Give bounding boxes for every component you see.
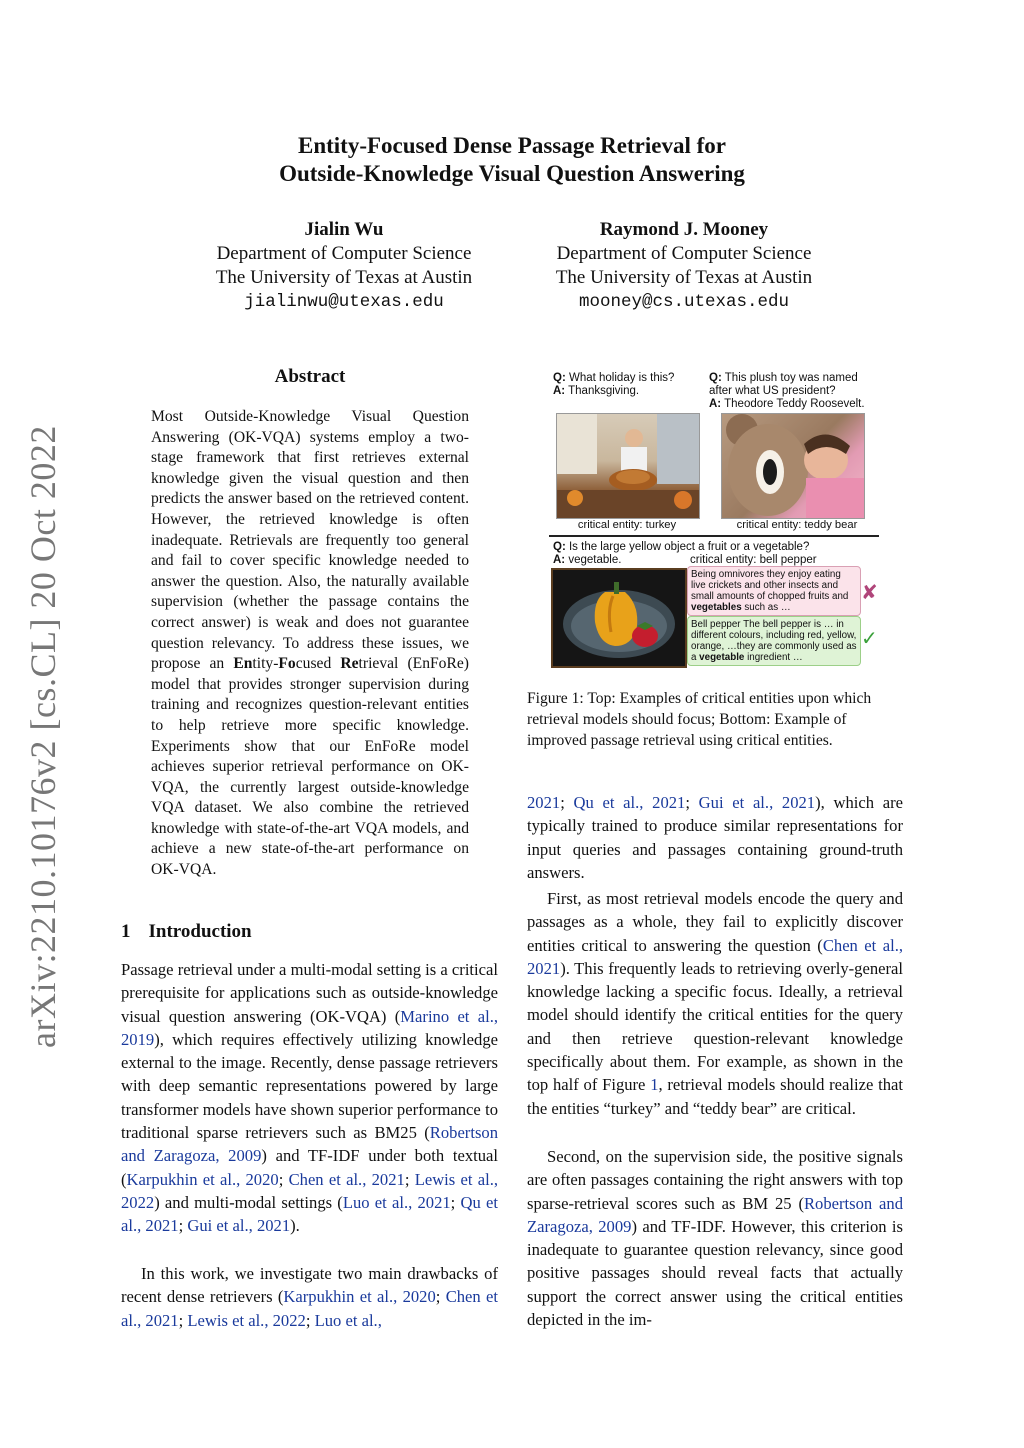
- citation-link[interactable]: Chen et al., 2021: [288, 1169, 405, 1189]
- abstract-body: [151, 407, 469, 881]
- entity-label-teddy-bear: critical entity: teddy bear: [736, 519, 858, 531]
- figure-divider: [549, 535, 879, 537]
- author-dept: Department of Computer Science: [216, 243, 472, 264]
- section-number: 1: [121, 921, 131, 942]
- citation-link[interactable]: Gui et al., 2021: [187, 1216, 291, 1236]
- abstract-bold: Re: [340, 655, 359, 673]
- citation-link[interactable]: Qu et al., 2021: [121, 1192, 498, 1236]
- figure-answer-3: A: vegetable.: [553, 554, 622, 566]
- section-heading: [121, 921, 270, 943]
- abstract-heading: Abstract: [274, 366, 346, 387]
- right-paragraph-1: 2021; Qu et al., 2021; Gui et al., 2021), which are typically trained to produce similar representations for input queries and passages containing ground-truth answers.: [527, 793, 903, 882]
- section-title: Introduction: [148, 921, 252, 942]
- author-email[interactable]: jialinwu@utexas.edu: [244, 292, 444, 312]
- bell-pepper-photo: [551, 568, 687, 668]
- figure-1: [549, 366, 881, 666]
- citation-link[interactable]: Robertson and Zaragoza, 2009: [121, 1123, 498, 1166]
- paper-title: [0, 132, 1024, 188]
- citation-link[interactable]: Gui et al., 2021: [698, 793, 816, 812]
- figure-qa-1: Q: What holiday is this? A: Thanksgiving.: [553, 372, 675, 397]
- figure-reference-link[interactable]: 1: [650, 1075, 659, 1095]
- figure-qa-3: Q: Is the large yellow object a fruit or a vegetable?: [553, 541, 810, 553]
- check-icon: ✓: [861, 628, 878, 650]
- citation-link[interactable]: Chen et al., 2021: [121, 1287, 498, 1330]
- abstract-bold: En: [233, 655, 253, 673]
- thanksgiving-photo: [556, 413, 700, 519]
- citation-link[interactable]: Lewis et al., 2022: [187, 1310, 306, 1330]
- entity-label-turkey: critical entity: turkey: [577, 519, 677, 531]
- relevant-passage: Bell pepper The bell pepper is … in different colours, including red, yellow, orange, …they are commonly used as a vegetable ingredient …: [687, 616, 861, 666]
- right-paragraph-3: Second, on the supervision side, the positive signals are often passages containing the right answers with top sparse-retrieval scores such as BM 25 (Robertson and Zaragoza, 2009) and TF-IDF. However, this criterion is inadequate to guarantee question relevancy, since good positive passages should reveal facts that actually support the correct answer using the critical entities depicted in the im-: [527, 1147, 904, 1330]
- irrelevant-passage: Being omnivores they enjoy eating live crickets and other insects and small amounts of chopped fruits and vegetables such as …: [687, 566, 861, 616]
- abstract-text: cused: [295, 655, 341, 673]
- author-name: Raymond J. Mooney: [599, 219, 769, 240]
- wrong-icon: ✘: [861, 582, 878, 604]
- citation-link[interactable]: Marino et al., 2019: [121, 1006, 498, 1049]
- figure-qa-2: Q: This plush toy was named after what US president? A: Theodore Teddy Roosevelt.: [709, 372, 865, 410]
- citation-link[interactable]: 2021: [527, 793, 561, 812]
- intro-paragraph-2: In this work, we investigate two main drawbacks of recent dense retrievers (Karpukhin et al., 2020; Chen et al., 2021; Lewis et al., 2022; Luo et al.,: [121, 1264, 498, 1330]
- citation-link[interactable]: Qu et al., 2021: [573, 793, 686, 812]
- teddy-bear-photo: [721, 413, 865, 519]
- citation-link[interactable]: Karpukhin et al., 2020: [283, 1287, 436, 1307]
- figure-caption: Figure 1: Top: Examples of critical entities upon which retrieval models should focus; Bottom: Example of improved passage retrieval using critical entities.: [527, 690, 872, 749]
- citation-link[interactable]: Chen et al., 2021: [527, 935, 904, 978]
- citation-link[interactable]: Lewis et al., 2022: [121, 1169, 498, 1212]
- author-email[interactable]: mooney@cs.utexas.edu: [578, 292, 790, 312]
- title-line-1: Entity-Focused Dense Passage Retrieval for: [298, 133, 726, 158]
- author-univ: The University of Texas at Austin: [555, 267, 813, 288]
- citation-link[interactable]: Robertson and Zaragoza, 2009: [527, 1193, 904, 1236]
- abstract-bold: Fo: [278, 655, 296, 673]
- abstract-text: tity-: [252, 655, 279, 673]
- citation-link[interactable]: Luo et al.,: [314, 1310, 382, 1330]
- arxiv-stamp: arXiv:2210.10176v2 [cs.CL] 20 Oct 2022: [23, 425, 63, 1048]
- author-block-2: [514, 218, 854, 314]
- entity-label-bell-pepper: critical entity: bell pepper: [690, 554, 817, 566]
- intro-paragraph-1: Passage retrieval under a multi-modal setting is a critical prerequisite for applications such as outside-knowledge visual question answering (OK-VQA) (Marino et al., 2019), which requires effectively utilizing knowledge external to the image. Recently, dense passage retrievers with deep semantic representations powered by large transformer models have shown superior performance to traditional sparse retrievers such as BM25 (Robertson and Zaragoza, 2009) and TF-IDF under both textual (Karpukhin et al., 2020; Chen et al., 2021; Lewis et al., 2022) and multi-modal settings (Luo et al., 2021; Qu et al., 2021; Gui et al., 2021).: [121, 960, 499, 1236]
- abstract-text: Most Outside-Knowledge Visual Question Answering (OK-VQA) systems employ a two-stage framework that first retrieves external knowledge given the visual question and then predicts the answer based on the retrieved content. However, the retrieved knowledge is often inadequate. Retrievals are frequently too general and fail to cover specific knowledge needed to answer the question. Also, the naturally available supervision (whether the passage contains the correct answer) is weak and does not guarantee question relevancy. To address these issues, we propose an: [151, 408, 469, 673]
- author-name: Jialin Wu: [304, 219, 384, 240]
- author-block-1: [174, 218, 514, 314]
- author-dept: Department of Computer Science: [556, 243, 812, 264]
- author-univ: The University of Texas at Austin: [215, 267, 473, 288]
- title-line-2: Outside-Knowledge Visual Question Answering: [279, 161, 745, 186]
- citation-link[interactable]: Luo et al., 2021: [342, 1192, 451, 1212]
- citation-link[interactable]: Karpukhin et al., 2020: [126, 1169, 279, 1189]
- abstract-text: trieval (EnFoRe) model that provides stronger supervision during training and recognizes question-relevant entities to help retrieve more specific knowledge. Experiments show that our EnFoRe model achieves superior retrieval performance on OK-VQA, the currently largest outside-knowledge VQA dataset. We also combine the retrieved knowledge with state-of-the-art VQA models, and achieve a new state-of-the-art performance on OK-VQA.: [151, 655, 469, 879]
- right-paragraph-2: First, as most retrieval models encode the query and passages as a whole, they fail to explicitly discover entities critical to answering the question (Chen et al., 2021). This frequently leads to retrieving overly-general knowledge lacking a specific focus. Ideally, a retrieval model should identify the critical entities for the query and then retrieve question-relevant knowledge specifically about them. For example, as shown in the top half of Figure 1, retrieval models should realize that the entities “turkey” and “teddy bear” are critical.: [527, 889, 904, 1118]
